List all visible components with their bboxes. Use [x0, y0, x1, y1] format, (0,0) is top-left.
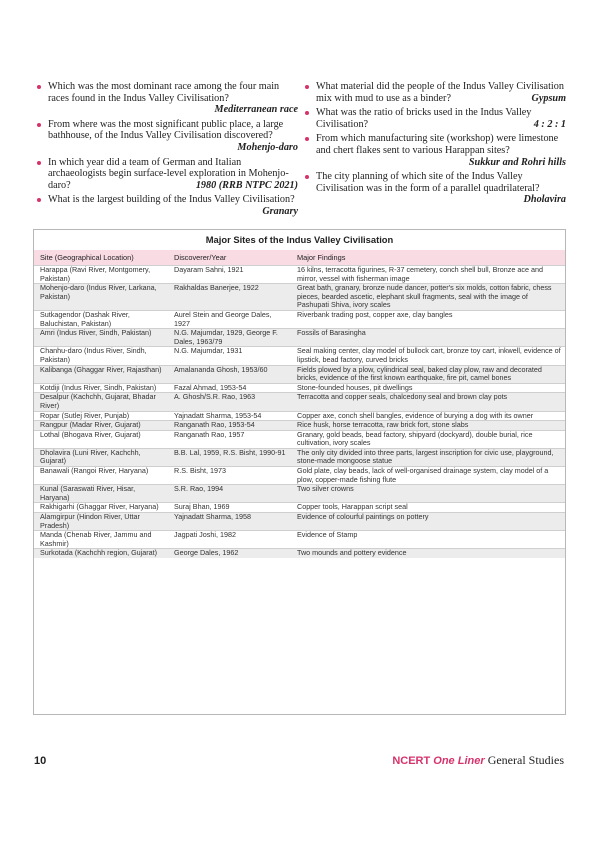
answer-text: Mediterranean race [214, 104, 298, 116]
discoverer-cell: Yajnadatt Sharma, 1953-54 [168, 411, 291, 421]
answer-text: Granary [262, 205, 298, 217]
header-findings: Major Findings [291, 250, 565, 266]
table-row [34, 329, 565, 347]
table-row [34, 284, 565, 311]
answer-text: 1980 (RRB NTPC 2021) [195, 179, 298, 191]
discoverer-cell: Fazal Ahmad, 1953-54 [168, 383, 291, 393]
table-row [34, 448, 565, 466]
findings-cell: Evidence of colourful paintings on pottery [291, 513, 565, 531]
qa-left-column [36, 81, 298, 221]
footer-brand [392, 753, 564, 768]
discoverer-cell: R.S. Bisht, 1973 [168, 467, 291, 485]
page-number: 10 [34, 755, 47, 767]
question-text: In which year did a team of German and Italian archaeologists begin surface-level exploration in Mohenjo-daro? [48, 156, 289, 191]
header-discoverer: Discoverer/Year [168, 250, 291, 266]
site-cell: Kotdiji (Indus River, Sindh, Pakistan) [34, 383, 168, 393]
site-cell: Harappa (Ravi River, Montgomery, Pakistan) [34, 266, 168, 284]
site-cell: Kalibanga (Ghaggar River, Rajasthan) [34, 365, 168, 383]
discoverer-cell: Ranganath Rao, 1953-54 [168, 421, 291, 431]
discoverer-cell: Ranganath Rao, 1957 [168, 430, 291, 448]
table-row [34, 421, 565, 431]
discoverer-cell: George Dales, 1962 [168, 549, 291, 558]
table-row [34, 531, 565, 549]
header-site: Site (Geographical Location) [34, 250, 168, 266]
discoverer-cell: Suraj Bhan, 1969 [168, 503, 291, 513]
table-row [34, 430, 565, 448]
site-cell: Amri (Indus River, Sindh, Pakistan) [34, 329, 168, 347]
findings-cell: The only city divided into three parts, largest inscription for civic use, playground, stone-made mongoose statue [291, 448, 565, 466]
table-row [34, 549, 565, 558]
question-text: What was the ratio of bricks used in the Indus Valley Civilisation? [316, 107, 532, 130]
findings-cell: Terracotta and copper seals, chalcedony seal and brown clay pots [291, 393, 565, 411]
discoverer-cell: Amalananda Ghosh, 1953/60 [168, 365, 291, 383]
discoverer-cell: N.G. Majumdar, 1929, George F. Dales, 1963/79 [168, 329, 291, 347]
brand-ncert: NCERT [392, 755, 431, 767]
findings-cell: Rice husk, horse terracotta, raw brick fort, stone slabs [291, 421, 565, 431]
qa-item [36, 194, 298, 217]
qa-item [36, 157, 298, 192]
findings-cell: Evidence of Stamp [291, 531, 565, 549]
findings-cell: Great bath, granary, bronze nude dancer, potter's six molds, cotton fabric, chess pieces, bearded ascetic, elephant skull fragments, seal with the image of Pashupati Shiva, ivory scales [291, 284, 565, 311]
site-cell: Dholavira (Luni River, Kachchh, Gujarat) [34, 448, 168, 466]
qa-item [304, 81, 566, 104]
table-row [34, 467, 565, 485]
discoverer-cell: B.B. Lal, 1959, R.S. Bisht, 1990-91 [168, 448, 291, 466]
findings-cell: Seal making center, clay model of bullock cart, bronze toy cart, inkwell, evidence of lipstick, bead factory, curved bricks [291, 347, 565, 365]
qa-item [304, 171, 566, 206]
brand-oneliner: One Liner [433, 755, 485, 767]
question-text: What material did the people of the Indus Valley Civilisation mix with mud to use as a binder? [316, 81, 564, 104]
table-row [34, 393, 565, 411]
site-cell: Manda (Chenab River, Jammu and Kashmir) [34, 531, 168, 549]
question-text: Which was the most dominant race among the four main races found in the Indus Valley Civilisation? [48, 81, 280, 104]
answer-text: Mohenjo-daro [237, 141, 298, 153]
site-cell: Desalpur (Kachchh, Gujarat, Bhadar River) [34, 393, 168, 411]
findings-cell: Gold plate, clay beads, lack of well-organised drainage system, clay model of a plow, copper-made fishing flute [291, 467, 565, 485]
site-cell: Chanhu-daro (Indus River, Sindh, Pakistan) [34, 347, 168, 365]
question-text: What is the largest building of the Indus Valley Civilisation? [48, 194, 295, 206]
discoverer-cell: Dayaram Sahni, 1921 [168, 266, 291, 284]
site-cell: Mohenjo-daro (Indus River, Larkana, Pakistan) [34, 284, 168, 311]
table-row [34, 513, 565, 531]
findings-cell: 16 kilns, terracotta figurines, R-37 cemetery, conch shell bull, Bronze ace and mirror, vessel with fisherman image [291, 266, 565, 284]
table-row [34, 365, 565, 383]
findings-cell: Copper axe, conch shell bangles, evidence of burying a dog with its owner [291, 411, 565, 421]
qa-section [36, 81, 566, 221]
findings-cell: Riverbank trading post, copper axe, clay bangles [291, 310, 565, 328]
table-row [34, 310, 565, 328]
site-cell: Rangpur (Madar River, Gujarat) [34, 421, 168, 431]
findings-cell: Fields plowed by a plow, cylindrical seal, baked clay plow, raw and decorated bricks, evidence of the first known earthquake, fire pit, camel bones [291, 365, 565, 383]
answer-text: Dholavira [523, 194, 566, 206]
findings-cell: Copper tools, Harappan script seal [291, 503, 565, 513]
answer-text: Gypsum [531, 92, 566, 104]
table-row [34, 347, 565, 365]
question-text: From where was the most significant public place, a large bathhouse, of the Indus Valley Civilisation discovered? [48, 118, 284, 142]
discoverer-cell: Jagpati Joshi, 1982 [168, 531, 291, 549]
site-cell: Ropar (Sutlej River, Punjab) [34, 411, 168, 421]
site-cell: Banawali (Rangoi River, Haryana) [34, 467, 168, 485]
answer-text: 4 : 2 : 1 [533, 118, 566, 130]
site-cell: Lothal (Bhogava River, Gujarat) [34, 430, 168, 448]
brand-subject: General Studies [487, 753, 564, 767]
discoverer-cell: Yajnadatt Sharma, 1958 [168, 513, 291, 531]
discoverer-cell: A. Ghosh/S.R. Rao, 1963 [168, 393, 291, 411]
table-header-row [34, 250, 565, 266]
qa-item [304, 107, 566, 130]
site-cell: Alamgirpur (Hindon River, Uttar Pradesh) [34, 513, 168, 531]
findings-cell: Fossils of Barasingha [291, 329, 565, 347]
site-cell: Surkotada (Kachchh region, Gujarat) [34, 549, 168, 558]
qa-item [36, 81, 298, 116]
discoverer-cell: Rakhaldas Banerjee, 1922 [168, 284, 291, 311]
question-text: From which manufacturing site (workshop) were limestone and chert flakes sent to various Harappan sites? [316, 133, 559, 156]
table-row [34, 485, 565, 503]
answer-text: Sukkur and Rohri hills [468, 156, 566, 168]
discoverer-cell: Aurel Stein and George Dales, 1927 [168, 310, 291, 328]
findings-cell: Two mounds and pottery evidence [291, 549, 565, 558]
discoverer-cell: N.G. Majumdar, 1931 [168, 347, 291, 365]
qa-item [304, 133, 566, 168]
sites-table [34, 250, 565, 558]
site-cell: Sutkagendor (Dashak River, Baluchistan, Pakistan) [34, 310, 168, 328]
table-row [34, 266, 565, 284]
discoverer-cell: S.R. Rao, 1994 [168, 485, 291, 503]
findings-cell: Stone-founded houses, pit dwellings [291, 383, 565, 393]
question-text: The city planning of which site of the Indus Valley Civilisation was in the form of a parallel quadrilateral? [316, 171, 540, 194]
site-cell: Kunal (Saraswati River, Hisar, Haryana) [34, 485, 168, 503]
table-title: Major Sites of the Indus Valley Civilisation [205, 234, 394, 245]
site-cell: Rakhigarhi (Ghaggar River, Haryana) [34, 503, 168, 513]
qa-item [36, 119, 298, 154]
qa-right-column [304, 81, 566, 221]
table-body [34, 266, 565, 559]
sites-table-box [33, 229, 566, 715]
findings-cell: Granary, gold beads, bead factory, shipyard (dockyard), double burial, rice cultivation, ivory scales [291, 430, 565, 448]
findings-cell: Two silver crowns [291, 485, 565, 503]
